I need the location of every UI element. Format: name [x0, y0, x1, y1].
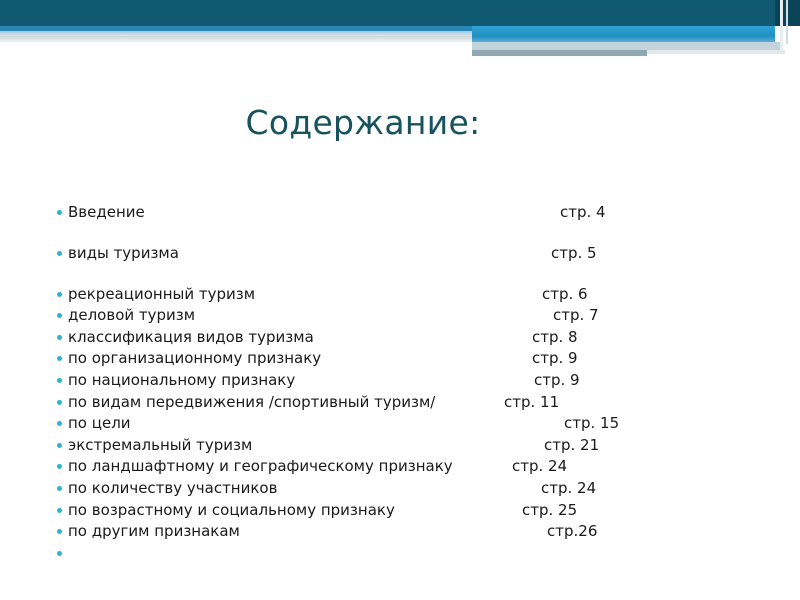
- toc-item-text: по видам передвижения /спортивный туризм/: [68, 393, 436, 411]
- toc-item-text: по возрастному и социальному признаку: [68, 501, 395, 519]
- toc-item-introduction: [0, 201, 800, 223]
- toc-item-page: стр.26: [547, 522, 598, 540]
- bullet-icon: [57, 464, 62, 469]
- toc-item-page: стр. 15: [564, 414, 620, 432]
- toc-item-text: классификация видов туризма: [68, 328, 314, 346]
- toc-item-recreational: [0, 283, 800, 305]
- toc-item-page: стр. 6: [542, 285, 588, 303]
- bullet-icon: [57, 313, 62, 318]
- toc-item-text: по национальному признаку: [68, 371, 296, 389]
- toc-item-tourism-types: [0, 242, 800, 264]
- bullet-icon: [57, 551, 62, 556]
- toc-item-empty: [0, 542, 800, 564]
- toc-item-page: стр. 25: [522, 501, 578, 519]
- toc-item-text: по другим признакам: [68, 522, 240, 540]
- toc-item-classification: [0, 326, 800, 348]
- bullet-icon: [57, 378, 62, 383]
- toc-item-text: экстремальный туризм: [68, 436, 253, 454]
- toc-item-text: рекреационный туризм: [68, 285, 256, 303]
- toc-item-text: по количеству участников: [68, 479, 278, 497]
- toc-item-page: стр. 9: [534, 371, 580, 389]
- bullet-icon: [57, 210, 62, 215]
- toc-item-page: стр. 11: [504, 393, 560, 411]
- bullet-icon: [57, 356, 62, 361]
- toc-item-organizational: [0, 347, 800, 369]
- toc-item-page: стр. 24: [541, 479, 597, 497]
- toc-item-text: Введение: [68, 203, 145, 221]
- toc-item-page: стр. 9: [532, 349, 578, 367]
- toc-item-business: [0, 304, 800, 326]
- bullet-icon: [57, 335, 62, 340]
- bullet-icon: [57, 508, 62, 513]
- bullet-icon: [57, 400, 62, 405]
- bullet-icon: [57, 292, 62, 297]
- toc-item-page: стр. 21: [544, 436, 600, 454]
- toc-item-page: стр. 24: [512, 457, 568, 475]
- toc-item-page: стр. 7: [553, 306, 599, 324]
- toc-item-extreme: [0, 434, 800, 456]
- toc-item-text: по организационному признаку: [68, 349, 322, 367]
- toc-item-purpose: [0, 412, 800, 434]
- toc-item-national: [0, 369, 800, 391]
- toc-item-page: стр. 8: [532, 328, 578, 346]
- toc-item-text: по цели: [68, 414, 131, 432]
- toc-item-movement: [0, 391, 800, 413]
- bullet-icon: [57, 443, 62, 448]
- bullet-icon: [57, 529, 62, 534]
- slide-title: Содержание:: [245, 103, 481, 142]
- toc-item-page: стр. 4: [560, 203, 606, 221]
- toc-item-page: стр. 5: [551, 244, 597, 262]
- toc-item-age-social: [0, 499, 800, 521]
- toc-item-landscape: [0, 455, 800, 477]
- toc-item-participants: [0, 477, 800, 499]
- bullet-icon: [57, 251, 62, 256]
- toc-item-other: [0, 520, 800, 542]
- toc-item-text: деловой туризм: [68, 306, 196, 324]
- toc-item-text: виды туризма: [68, 244, 179, 262]
- bullet-icon: [57, 421, 62, 426]
- bullet-icon: [57, 486, 62, 491]
- toc-item-text: по ландшафтному и географическому признаку: [68, 457, 453, 475]
